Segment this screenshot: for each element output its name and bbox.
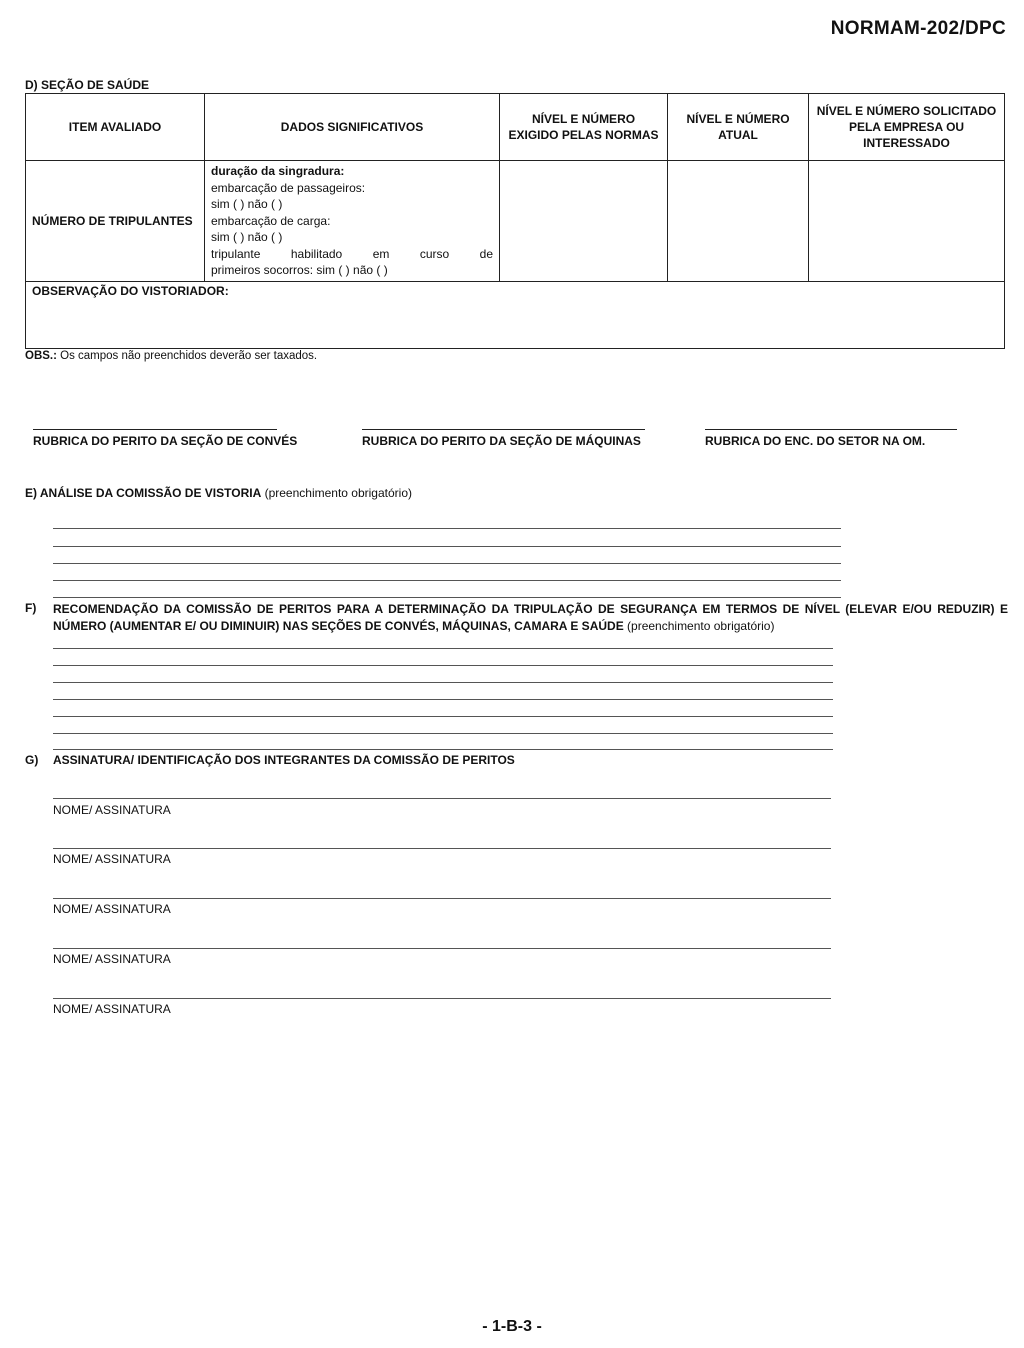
signature-label: NOME/ ASSINATURA bbox=[53, 852, 171, 866]
analysis-line[interactable] bbox=[53, 528, 841, 529]
rubrica-label-enc: RUBRICA DO ENC. DO SETOR NA OM. bbox=[705, 434, 926, 448]
dados-line: embarcação de passageiros: bbox=[211, 180, 366, 195]
signature-line[interactable] bbox=[53, 798, 831, 799]
section-f-note: (preenchimento obrigatório) bbox=[623, 619, 775, 633]
section-f-title bbox=[53, 601, 1008, 635]
analysis-line[interactable] bbox=[53, 580, 841, 581]
table-row bbox=[26, 161, 1005, 282]
section-f-letter: F) bbox=[25, 601, 37, 615]
obs-text: Os campos não preenchidos deverão ser taxados. bbox=[56, 350, 318, 362]
signature-label: NOME/ ASSINATURA bbox=[53, 803, 171, 817]
signature-label: NOME/ ASSINATURA bbox=[53, 952, 171, 966]
analysis-line[interactable] bbox=[53, 563, 841, 564]
signature-line[interactable] bbox=[53, 848, 831, 849]
rubrica-line-enc[interactable] bbox=[705, 429, 957, 430]
section-d-title: D) SEÇÃO DE SAÚDE bbox=[25, 78, 150, 92]
nivel-atual-input[interactable] bbox=[668, 161, 809, 282]
dados-significativos-cell bbox=[205, 161, 500, 282]
obs-prefix: OBS.: bbox=[25, 350, 57, 362]
section-e-note: (preenchimento obrigatório) bbox=[261, 486, 412, 500]
rubrica-label-maquinas: RUBRICA DO PERITO DA SEÇÃO DE MÁQUINAS bbox=[362, 434, 641, 448]
dados-line: tripulante habilitado em curso de bbox=[211, 246, 493, 261]
section-f-heading: RECOMENDAÇÃO DA COMISSÃO DE PERITOS PARA A DETERMINAÇÃO DA TRIPULAÇÃO DE SEGURANÇA EM TERMOS DE NÍVEL (ELEVAR E/OU REDUZIR) E NÚMERO (AUMENTAR E/ OU DIMINUIR) NAS SEÇÕES DE CONVÉS, MÁQUINAS, CAMARA E SAÚDE bbox=[53, 602, 1008, 633]
section-e-title bbox=[25, 486, 412, 500]
col-dados-significativos: DADOS SIGNIFICATIVOS bbox=[205, 94, 500, 161]
col-item-avaliado: ITEM AVALIADO bbox=[26, 94, 205, 161]
signature-line[interactable] bbox=[53, 898, 831, 899]
col-nivel-exigido: NÍVEL E NÚMERO EXIGIDO PELAS NORMAS bbox=[500, 94, 668, 161]
recommendation-line[interactable] bbox=[53, 716, 833, 717]
section-g-title: ASSINATURA/ IDENTIFICAÇÃO DOS INTEGRANTES DA COMISSÃO DE PERITOS bbox=[53, 753, 515, 767]
nivel-solicitado-input[interactable] bbox=[809, 161, 1005, 282]
recommendation-line[interactable] bbox=[53, 665, 833, 666]
dados-line: primeiros socorros: sim ( ) não ( ) bbox=[211, 263, 388, 277]
table-header-row bbox=[26, 94, 1005, 161]
section-g-letter: G) bbox=[25, 753, 39, 767]
dados-line: sim ( ) não ( ) bbox=[211, 197, 283, 211]
analysis-line[interactable] bbox=[53, 546, 841, 547]
signature-line[interactable] bbox=[53, 948, 831, 949]
health-section-table bbox=[25, 93, 1005, 349]
analysis-line[interactable] bbox=[53, 597, 841, 598]
col-nivel-solicitado: NÍVEL E NÚMERO SOLICITADO PELA EMPRESA OU INTERESSADO bbox=[809, 94, 1005, 161]
document-code: NORMAM-202/DPC bbox=[830, 18, 1006, 39]
dados-line: embarcação de carga: bbox=[211, 213, 331, 228]
col-nivel-atual: NÍVEL E NÚMERO ATUAL bbox=[668, 94, 809, 161]
rubrica-line-maquinas[interactable] bbox=[362, 429, 645, 430]
rubrica-line-conves[interactable] bbox=[33, 429, 277, 430]
observacao-vistoriador-field[interactable] bbox=[26, 281, 1005, 348]
dados-line: sim ( ) não ( ) bbox=[211, 230, 283, 244]
obs-note bbox=[25, 350, 317, 362]
nivel-exigido-input[interactable] bbox=[500, 161, 668, 282]
section-e-heading: E) ANÁLISE DA COMISSÃO DE VISTORIA bbox=[25, 486, 262, 500]
signature-label: NOME/ ASSINATURA bbox=[53, 902, 171, 916]
observacao-label: OBSERVAÇÃO DO VISTORIADOR: bbox=[32, 283, 229, 298]
recommendation-line[interactable] bbox=[53, 733, 833, 734]
rubrica-label-conves: RUBRICA DO PERITO DA SEÇÃO DE CONVÉS bbox=[33, 434, 298, 448]
recommendation-line[interactable] bbox=[53, 648, 833, 649]
signature-label: NOME/ ASSINATURA bbox=[53, 1002, 171, 1016]
page-number: - 1-B-3 - bbox=[482, 1318, 542, 1335]
table-row-observacao bbox=[26, 281, 1005, 348]
signature-line[interactable] bbox=[53, 998, 831, 999]
recommendation-line[interactable] bbox=[53, 682, 833, 683]
recommendation-line[interactable] bbox=[53, 699, 833, 700]
item-numero-tripulantes: NÚMERO DE TRIPULANTES bbox=[26, 161, 205, 282]
recommendation-line[interactable] bbox=[53, 749, 833, 750]
dados-line: duração da singradura: bbox=[211, 164, 345, 178]
